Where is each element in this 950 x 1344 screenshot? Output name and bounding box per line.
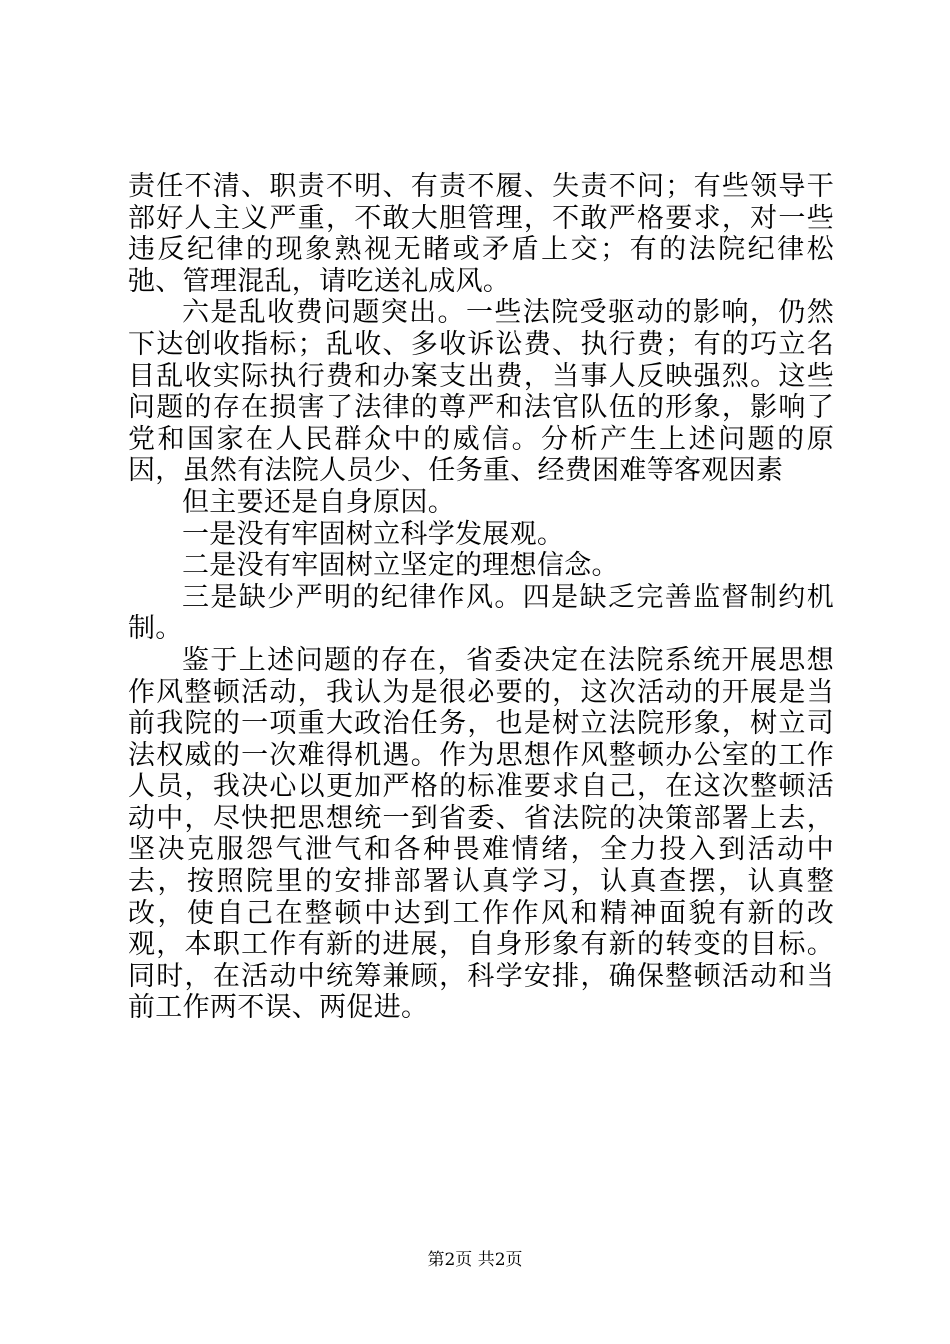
paragraph-1: 责任不清、职责不明、有责不履、失责不问；有些领导干部好人主义严重，不敢大胆管理，不敢严格要求，对一些违反纪律的现象熟视无睹或矛盾上交；有的法院纪律松弛、管理混乱，请吃送礼成风。 — [128, 171, 834, 297]
page-footer: 第2页 共2页 — [427, 1250, 523, 1270]
document-body — [128, 171, 834, 1024]
paragraph-3: 但主要还是自身原因。 — [182, 486, 455, 518]
paragraph-7: 鉴于上述问题的存在，省委决定在法院系统开展思想作风整顿活动，我认为是很必要的，这次活动的开展是当前我院的一项重大政治任务，也是树立法院形象，树立司法权威的一次难得机遇。作为思想作风整顿办公室的工作人员，我决心以更加严格的标准要求自己，在这次整顿活动中，尽快把思想统一到省委、省法院的决策部署上去，坚决克服怨气泄气和各种畏难情绪，全力投入到活动中去，按照院里的安排部署认真学习，认真查摆，认真整改，使自己在整顿中达到工作作风和精神面貌有新的改观，本职工作有新的进展，自身形象有新的转变的目标。同时，在活动中统筹兼顾，科学安排，确保整顿活动和当前工作两不误、两促进。 — [128, 644, 834, 1024]
paragraph-2: 六是乱收费问题突出。一些法院受驱动的影响，仍然下达创收指标；乱收、多收诉讼费、执行费；有的巧立名目乱收实际执行费和办案支出费，当事人反映强烈。这些问题的存在损害了法律的尊严和法官队伍的形象，影响了党和国家在人民群众中的威信。分析产生上述问题的原因，虽然有法院人员少、任务重、经费困难等客观因素 — [128, 297, 834, 487]
paragraph-4: 一是没有牢固树立科学发展观。 — [182, 518, 565, 550]
paragraph-5: 二是没有牢固树立坚定的理想信念。 — [182, 550, 619, 582]
paragraph-6: 三是缺少严明的纪律作风。四是缺乏完善监督制约机制。 — [128, 581, 834, 645]
